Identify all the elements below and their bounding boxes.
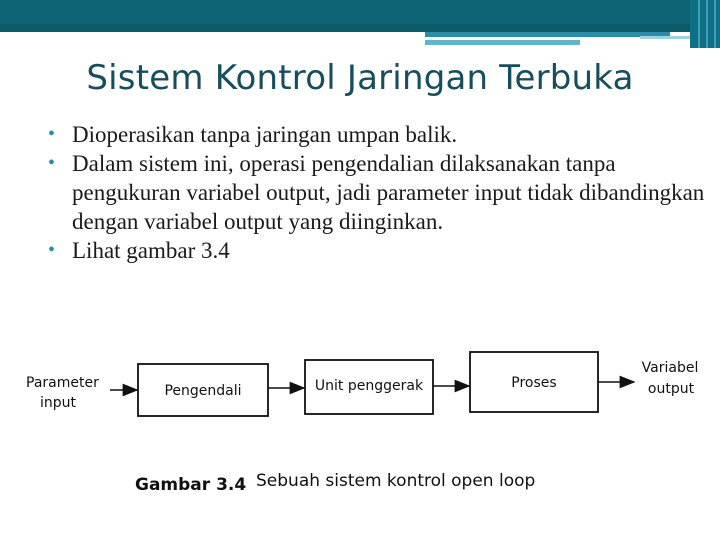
header-stripe xyxy=(425,32,670,37)
block-label-pengendali: Pengendali xyxy=(164,383,242,399)
bullet-marker: • xyxy=(48,239,56,261)
header-corner-line xyxy=(698,0,700,48)
bullet-text: Dioperasikan tanpa jaringan umpan balik. xyxy=(72,122,458,147)
bullet-text: Dalam sistem ini, operasi pengendalian dilaksanakan tanpa pengukuran variabel output, jadi parameter input tidak dibandingkan dengan variabel output yang diinginkan. xyxy=(72,151,705,234)
bullet-item xyxy=(48,120,708,149)
open-loop-figure xyxy=(0,340,720,540)
figure-caption-text: Sebuah sistem kontrol open loop xyxy=(256,471,536,491)
header-corner-line xyxy=(714,0,716,48)
block-diagram xyxy=(0,340,720,540)
header-band-shadow xyxy=(0,24,720,32)
header-band xyxy=(0,0,720,24)
bullet-text: Lihat gambar 3.4 xyxy=(72,238,230,263)
header-corner-line xyxy=(706,0,708,48)
output-label-line1: Variabel xyxy=(641,360,699,376)
bullet-item xyxy=(48,149,708,236)
figure-caption-label: Gambar 3.4 xyxy=(135,475,247,495)
input-label-line1: Parameter xyxy=(26,375,99,391)
bullet-list xyxy=(48,120,708,265)
block-label-proses: Proses xyxy=(511,375,557,391)
slide-title: Sistem Kontrol Jaringan Terbuka xyxy=(86,58,634,98)
header-stripe xyxy=(425,40,580,45)
block-label-unit-penggerak: Unit penggerak xyxy=(314,378,424,394)
bullet-marker: • xyxy=(48,123,56,145)
bullet-item xyxy=(48,236,708,265)
bullet-marker: • xyxy=(48,152,56,174)
output-label-line2: output xyxy=(647,381,695,397)
input-label-line2: input xyxy=(40,395,77,411)
